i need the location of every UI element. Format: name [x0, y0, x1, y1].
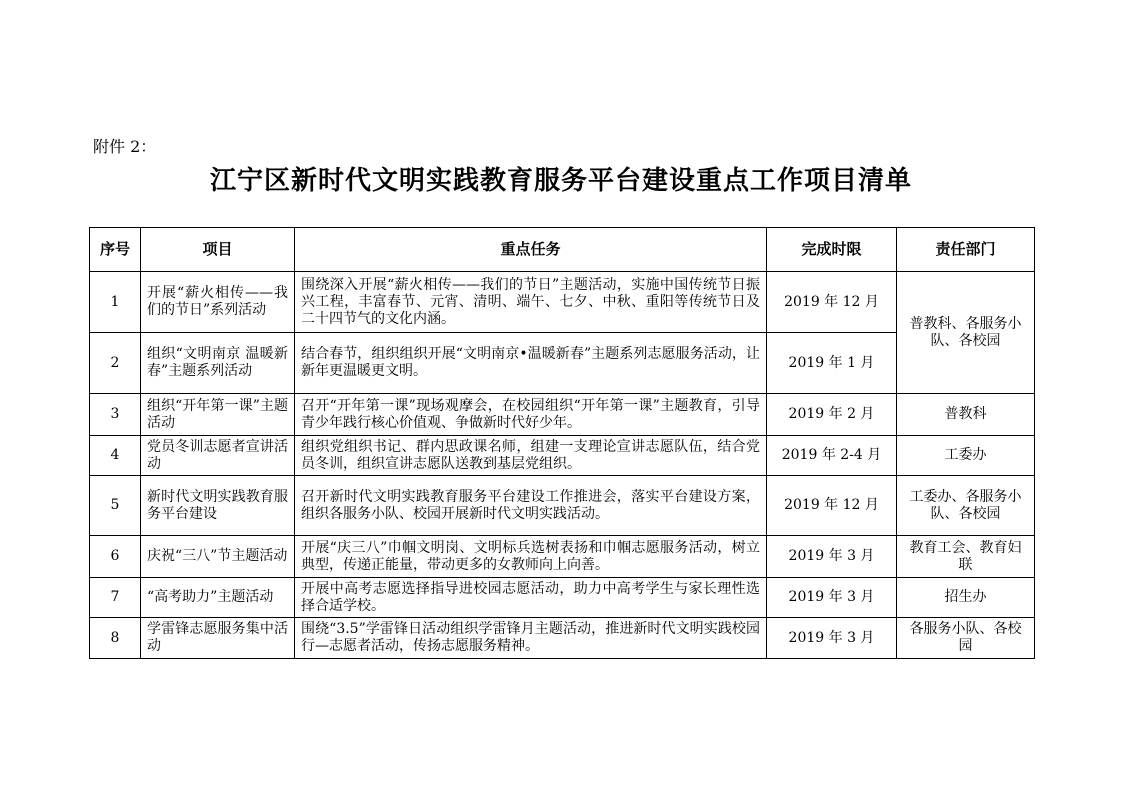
row-task: 组织党组织书记、群内思政课名师，组建一支理论宣讲志愿队伍，结合党员冬训，组织宣讲志愿队送教到基层党组织。: [295, 436, 767, 476]
row-item: “高考助力”主题活动: [141, 578, 295, 618]
row-seq: 8: [90, 618, 141, 659]
row-seq: 5: [90, 476, 141, 536]
row-deadline: 2019 年 2-4 月: [767, 436, 897, 476]
table-row: [90, 436, 1035, 476]
header-deadline: 完成时限: [767, 228, 897, 272]
row-dept: 招生办: [897, 578, 1035, 618]
row-deadline: 2019 年 3 月: [767, 618, 897, 659]
row-dept: 工委办、各服务小队、各校园: [897, 476, 1035, 536]
header-item: 项目: [141, 228, 295, 272]
table-header-row: [90, 228, 1035, 272]
row-seq: 7: [90, 578, 141, 618]
row-seq: 3: [90, 394, 141, 436]
row-item: 组织“开年第一课”主题活动: [141, 394, 295, 436]
row-seq: 2: [90, 333, 141, 394]
table-row: [90, 618, 1035, 659]
row-task: 围绕“3.5”学雷锋日活动组织学雷锋月主题活动，推进新时代文明实践校园行—志愿者活动，传扬志愿服务精神。: [295, 618, 767, 659]
row-deadline: 2019 年 1 月: [767, 333, 897, 394]
row-deadline: 2019 年 12 月: [767, 272, 897, 333]
row-dept: 普教科: [897, 394, 1035, 436]
row-dept: 教育工会、教育妇联: [897, 536, 1035, 578]
row-item: 组织“文明南京 温暖新春”主题系列活动: [141, 333, 295, 394]
row-deadline: 2019 年 12 月: [767, 476, 897, 536]
row-dept-merged: 普教科、各服务小队、各校园: [897, 272, 1035, 394]
project-table: [89, 227, 1035, 659]
row-dept: 工委办: [897, 436, 1035, 476]
table-row: [90, 536, 1035, 578]
table-row: [90, 476, 1035, 536]
row-deadline: 2019 年 3 月: [767, 536, 897, 578]
row-task: 开展中高考志愿选择指导进校园志愿活动，助力中高考学生与家长理性选择合适学校。: [295, 578, 767, 618]
table-row: [90, 394, 1035, 436]
table-row: [90, 272, 1035, 333]
header-seq: 序号: [90, 228, 141, 272]
row-task: 围绕深入开展“薪火相传——我们的节日”主题活动，实施中国传统节日振兴工程，丰富春节、元宵、清明、端午、七夕、中秋、重阳等传统节日及二十四节气的文化内涵。: [295, 272, 767, 333]
header-task: 重点任务: [295, 228, 767, 272]
row-item: 开展“薪火相传——我们的节日”系列活动: [141, 272, 295, 333]
row-task: 开展“庆三八”巾帼文明岗、文明标兵选树表扬和巾帼志愿服务活动，树立典型，传递正能量，带动更多的女教师向上向善。: [295, 536, 767, 578]
row-task: 召开新时代文明实践教育服务平台建设工作推进会，落实平台建设方案，组织各服务小队、校园开展新时代文明实践活动。: [295, 476, 767, 536]
row-seq: 1: [90, 272, 141, 333]
row-task: 结合春节，组织组织开展“文明南京•温暖新春”主题系列志愿服务活动，让新年更温暖更文明。: [295, 333, 767, 394]
row-deadline: 2019 年 2 月: [767, 394, 897, 436]
row-item: 学雷锋志愿服务集中活动: [141, 618, 295, 659]
row-item: 党员冬训志愿者宣讲活动: [141, 436, 295, 476]
table-row: [90, 578, 1035, 618]
attachment-label: 附件 2：: [93, 137, 157, 156]
header-dept: 责任部门: [897, 228, 1035, 272]
row-task: 召开“开年第一课”现场观摩会，在校园组织“开年第一课”主题教育，引导青少年践行核心价值观、争做新时代好少年。: [295, 394, 767, 436]
row-dept: 各服务小队、各校园: [897, 618, 1035, 659]
row-item: 新时代文明实践教育服务平台建设: [141, 476, 295, 536]
row-seq: 4: [90, 436, 141, 476]
row-deadline: 2019 年 3 月: [767, 578, 897, 618]
row-seq: 6: [90, 536, 141, 578]
table-row: [90, 333, 1035, 394]
row-item: 庆祝“三八”节主题活动: [141, 536, 295, 578]
document-title: 江宁区新时代文明实践教育服务平台建设重点工作项目清单: [209, 166, 912, 196]
